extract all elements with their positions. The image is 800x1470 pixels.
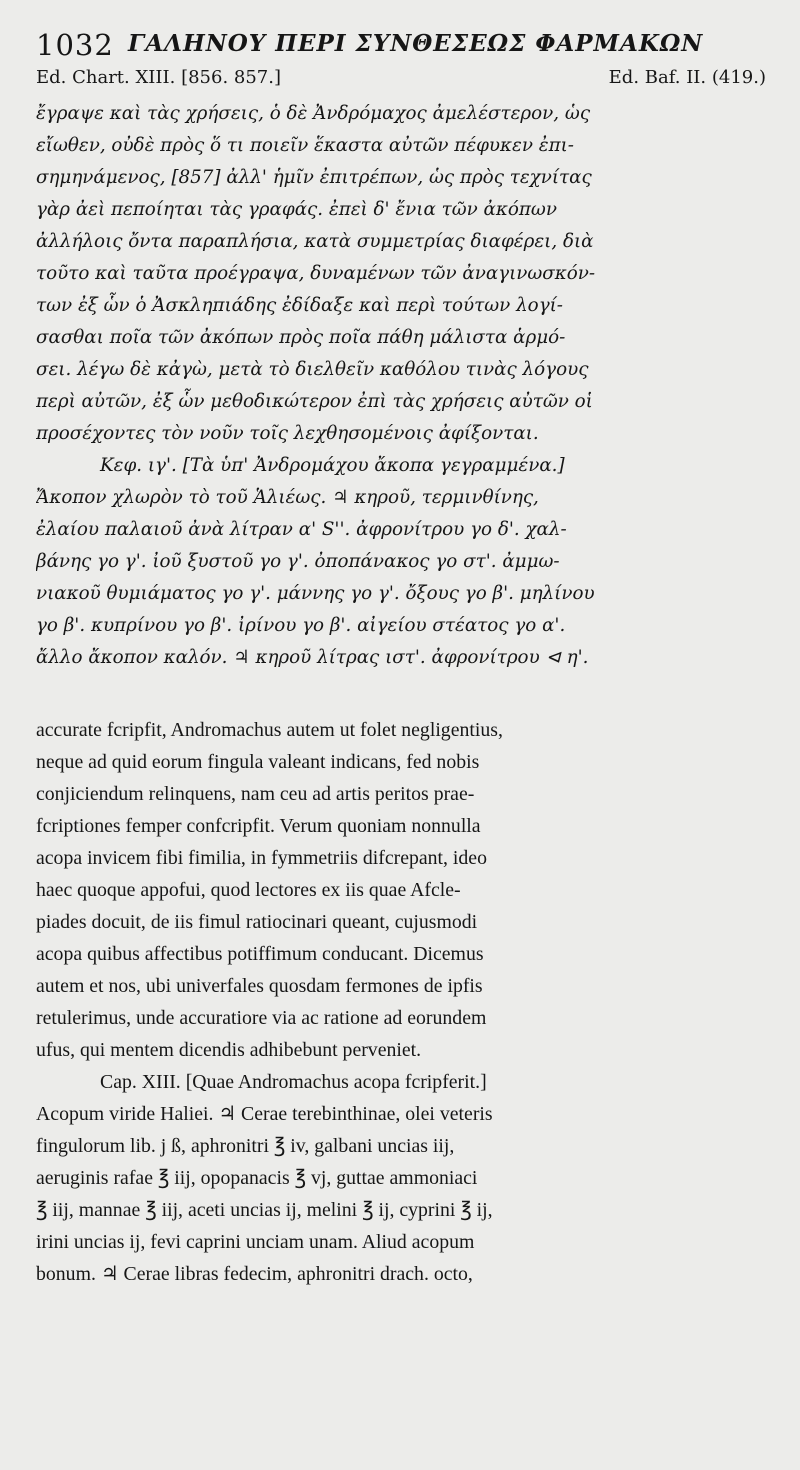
latin-line: haec quoque appofui, quod lectores ex iis quae Afcle- — [36, 879, 461, 901]
latin-line: irini uncias ij, fevi caprini unciam unam. Aliud acopum — [36, 1231, 475, 1253]
greek-line: γο β'. κυπρίνου γο β'. ἰρίνου γο β'. αἰγείου στέατος γο α'. — [36, 615, 566, 636]
greek-line: σασθαι ποῖα τῶν ἀκόπων πρὸς ποῖα πάθη μάλιστα ἁρμό- — [36, 327, 566, 348]
latin-line: neque ad quid eorum fingula valeant indicans, fed nobis — [36, 751, 480, 773]
greek-line: ἀλλήλοις ὄντα παραπλήσια, κατὰ συμμετρίας διαφέρει, διὰ — [36, 231, 594, 252]
latin-line: Acopum viride Haliei. ♃ Cerae terebinthinae, olei veteris — [36, 1103, 493, 1125]
latin-line: conjiciendum relinquens, nam ceu ad artis peritos prae- — [36, 783, 475, 805]
greek-line: νιακοῦ θυμιάματος γο γ'. μάννης γο γ'. ὄξους γο β'. μηλίνου — [36, 583, 595, 604]
greek-chapter-heading: Κεφ. ιγ'. [Τὰ ὑπ' Ἀνδρομάχου ἄκοπα γεγραμμένα.] — [100, 455, 565, 476]
latin-line: aeruginis rafae ℥ iij, opopanacis ℥ vj, guttae ammoniaci — [36, 1167, 478, 1189]
greek-line: προσέχοντες τὸν νοῦν τοῖς λεχθησομένοις ἀφίξονται. — [36, 423, 539, 444]
book-page — [36, 24, 766, 1454]
latin-line: piades docuit, de iis fimul ratiocinari queant, cujusmodi — [36, 911, 478, 933]
greek-line: βάνης γο γ'. ἰοῦ ξυστοῦ γο γ'. ὀποπάνακος γο στ'. ἀμμω- — [36, 551, 560, 572]
greek-line: τοῦτο καὶ ταῦτα προέγραψα, δυναμένων τῶν ἀναγινωσκόν- — [36, 263, 596, 284]
latin-line: retulerimus, unde accuratiore via ac ratione ad eorundem — [36, 1007, 487, 1029]
greek-line: γὰρ ἀεὶ πεποίηται τὰς γραφάς. ἐπεὶ δ' ἔνια τῶν ἀκόπων — [36, 199, 557, 220]
latin-line: bonum. ♃ Cerae libras fedecim, aphronitri drach. octo, — [36, 1263, 473, 1285]
greek-line: σει. λέγω δὲ κἀγὼ, μετὰ τὸ διελθεῖν καθόλου τινὰς λόγους — [36, 359, 589, 380]
greek-text-block — [36, 98, 766, 674]
latin-text-block — [36, 714, 766, 1290]
greek-line: σημηνάμενος, [857] ἀλλ' ἡμῖν ἐπιτρέπων, ὡς πρὸς τεχνίτας — [36, 167, 592, 188]
latin-line: acopa invicem fibi fimilia, in fymmetriis difcrepant, ideo — [36, 847, 487, 869]
edition-chartier: Ed. Chart. XIII. [856. 857.] — [36, 67, 281, 88]
running-title: ΓΑΛΗΝΟΥ ΠΕΡΙ ΣΥΝΘΕΣΕΩΣ ΦΑΡΜΑΚΩΝ — [128, 30, 704, 57]
latin-line: fingulorum lib. j ß, aphronitri ℥ iv, galbani uncias iij, — [36, 1135, 455, 1157]
edition-line — [36, 64, 766, 98]
greek-line: ἐλαίου παλαιοῦ ἀνὰ λίτραν α' S''. ἀφρονίτρου γο δ'. χαλ- — [36, 519, 567, 540]
latin-line: fcriptiones femper confcripfit. Verum quoniam nonnulla — [36, 815, 481, 837]
page-header — [36, 24, 766, 64]
greek-line: εἴωθεν, οὐδὲ πρὸς ὅ τι ποιεῖν ἕκαστα αὐτῶν πέφυκεν ἐπι- — [36, 135, 574, 156]
section-gap — [36, 674, 766, 714]
greek-line: ἔγραψε καὶ τὰς χρήσεις, ὁ δὲ Ἀνδρόμαχος ἀμελέστερον, ὡς — [36, 103, 591, 124]
greek-line: περὶ αὐτῶν, ἐξ ὧν μεθοδικώτερον ἐπὶ τὰς χρήσεις αὐτῶν οἱ — [36, 391, 593, 412]
latin-chapter-heading: Cap. XIII. [Quae Andromachus acopa fcripferit.] — [100, 1071, 487, 1093]
edition-basel: Ed. Baf. II. (419.) — [608, 67, 766, 88]
greek-line: Ἄκοπον χλωρὸν τὸ τοῦ Ἁλιέως. ♃ κηροῦ, τερμινθίνης, — [36, 487, 539, 508]
latin-line: ℥ iij, mannae ℥ iij, aceti uncias ij, melini ℥ ij, cyprini ℥ ij, — [36, 1199, 493, 1221]
latin-line: ufus, qui mentem dicendis adhibebunt perveniet. — [36, 1039, 422, 1061]
latin-line: accurate fcripfit, Andromachus autem ut folet negligentius, — [36, 719, 503, 741]
greek-line: των ἐξ ὧν ὁ Ἀσκληπιάδης ἐδίδαξε καὶ περὶ τούτων λογί- — [36, 295, 563, 316]
page-number: 1032 — [36, 28, 114, 62]
latin-line: autem et nos, ubi univerfales quosdam fermones de ipfis — [36, 975, 483, 997]
greek-line: ἄλλο ἄκοπον καλόν. ♃ κηροῦ λίτρας ιστ'. ἀφρονίτρου ⊲ η'. — [36, 647, 589, 668]
latin-line: acopa quibus affectibus potiffimum conducant. Dicemus — [36, 943, 484, 965]
